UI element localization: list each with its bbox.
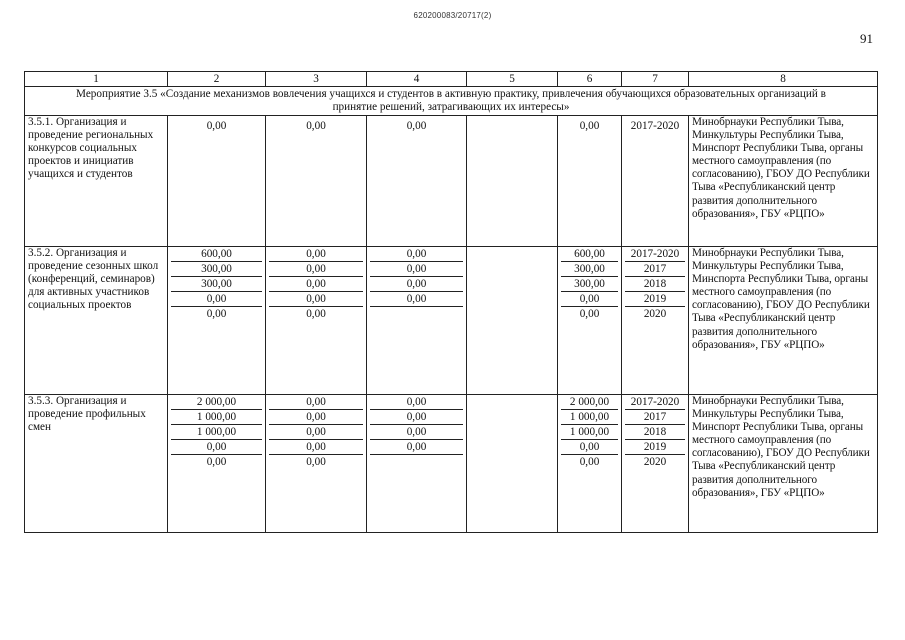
- header-row: [25, 72, 878, 87]
- section-title: Мероприятие 3.5 «Создание механизмов вовлечения учащихся и студентов в активную практику, привлечения обучающихся образовательных организаций в принятие решений, затрагивающих их интересы»: [25, 87, 878, 116]
- budget-table: [24, 71, 878, 533]
- value: 0,00: [306, 120, 326, 132]
- value: 0,00: [269, 292, 363, 307]
- value: 1 000,00: [561, 410, 618, 425]
- year: 2017-2020: [625, 395, 685, 410]
- responsible-orgs: Минобрнауки Республики Тыва, Минкультуры Республики Тыва, Минспорта Республики Тыва, органы местного самоуправления (по согласованию), ГБОУ ДО Республики Тыва «Республиканский центр развития дополнительного образования», ГБУ «РЦПО»: [689, 247, 878, 395]
- value: 1 000,00: [171, 425, 262, 440]
- year: 2018: [625, 277, 685, 292]
- header-cell: 3: [266, 72, 367, 87]
- col5-cell: [467, 116, 558, 247]
- header-cell: 5: [467, 72, 558, 87]
- activity-name: 3.5.1. Организация и проведение региональных конкурсов социальных проектов и инициатив учащихся и студентов: [25, 116, 168, 247]
- value: 0,00: [269, 277, 363, 292]
- table-row: [25, 395, 878, 533]
- value: 2 000,00: [561, 395, 618, 410]
- value: 0,00: [171, 440, 262, 455]
- col5-cell: [467, 247, 558, 395]
- value: 0,00: [306, 456, 326, 468]
- col4-cell: [367, 116, 467, 247]
- col4-cell: [367, 395, 467, 533]
- table-row: [25, 116, 878, 247]
- value: 0,00: [579, 456, 600, 468]
- value: 0,00: [206, 308, 227, 320]
- value: 0,00: [269, 395, 363, 410]
- header-cell: 1: [25, 72, 168, 87]
- col7-cell: [622, 395, 689, 533]
- value: 0,00: [406, 120, 427, 132]
- value: 600,00: [171, 247, 262, 262]
- header-cell: 4: [367, 72, 467, 87]
- activity-name: 3.5.2. Организация и проведение сезонных школ (конференций, семинаров) для активных участников социальных проектов: [25, 247, 168, 395]
- value: 0,00: [269, 247, 363, 262]
- value: 0,00: [269, 410, 363, 425]
- responsible-orgs: Минобрнауки Республики Тыва, Минкультуры Республики Тыва, Минспорт Республики Тыва, органы местного самоуправления (по согласованию), ГБОУ ДО Республики Тыва «Республиканский центр развития дополнительного образования», ГБУ «РЦПО»: [689, 395, 878, 533]
- col5-cell: [467, 395, 558, 533]
- col4-cell: [367, 247, 467, 395]
- value: 0,00: [269, 425, 363, 440]
- col2-cell: [168, 395, 266, 533]
- year: 2020: [643, 456, 667, 468]
- value: 0,00: [370, 425, 463, 440]
- col7-cell: [622, 247, 689, 395]
- value: 0,00: [206, 456, 227, 468]
- value: 300,00: [561, 262, 618, 277]
- value: 0,00: [370, 410, 463, 425]
- value: 1 000,00: [561, 425, 618, 440]
- col3-cell: [266, 116, 367, 247]
- year: 2019: [625, 292, 685, 307]
- value: 0,00: [561, 292, 618, 307]
- header-cell: 6: [558, 72, 622, 87]
- year: 2018: [625, 425, 685, 440]
- value: 0,00: [206, 120, 227, 132]
- value: 300,00: [561, 277, 618, 292]
- value: 300,00: [171, 277, 262, 292]
- col7-cell: [622, 116, 689, 247]
- value: 0,00: [370, 440, 463, 455]
- year: 2017: [625, 262, 685, 277]
- page-number: 91: [860, 31, 873, 46]
- table-row: [25, 247, 878, 395]
- responsible-orgs: Минобрнауки Республики Тыва, Минкультуры Республики Тыва, Минспорт Республики Тыва, органы местного самоуправления (по согласованию), ГБОУ ДО Республики Тыва «Республиканский центр развития дополнительного образования», ГБУ «РЦПО»: [689, 116, 878, 247]
- value: 0,00: [370, 247, 463, 262]
- year: 2020: [643, 308, 667, 320]
- value: 2 000,00: [171, 395, 262, 410]
- value: 0,00: [370, 395, 463, 410]
- year: 2017-2020: [625, 247, 685, 262]
- header-cell: 8: [689, 72, 878, 87]
- value: 1 000,00: [171, 410, 262, 425]
- col6-cell: [558, 247, 622, 395]
- col2-cell: [168, 247, 266, 395]
- value: 600,00: [561, 247, 618, 262]
- year: 2017: [625, 410, 685, 425]
- col6-cell: [558, 116, 622, 247]
- value: 300,00: [171, 262, 262, 277]
- value: 0,00: [269, 440, 363, 455]
- col3-cell: [266, 395, 367, 533]
- value: 0,00: [171, 292, 262, 307]
- year: 2019: [625, 440, 685, 455]
- document-id: 620200083/20717(2): [413, 11, 492, 20]
- value: 0,00: [370, 277, 463, 292]
- value: 0,00: [370, 292, 463, 307]
- section-title-row: [25, 87, 878, 116]
- header-cell: 2: [168, 72, 266, 87]
- col3-cell: [266, 247, 367, 395]
- header-cell: 7: [622, 72, 689, 87]
- value: 0,00: [561, 440, 618, 455]
- value: 0,00: [306, 308, 326, 320]
- value: 0,00: [579, 308, 600, 320]
- col2-cell: [168, 116, 266, 247]
- value: 0,00: [269, 262, 363, 277]
- col6-cell: [558, 395, 622, 533]
- value: 0,00: [370, 262, 463, 277]
- value: 0,00: [579, 120, 600, 132]
- activity-name: 3.5.3. Организация и проведение профильных смен: [25, 395, 168, 533]
- year: 2017-2020: [630, 120, 680, 132]
